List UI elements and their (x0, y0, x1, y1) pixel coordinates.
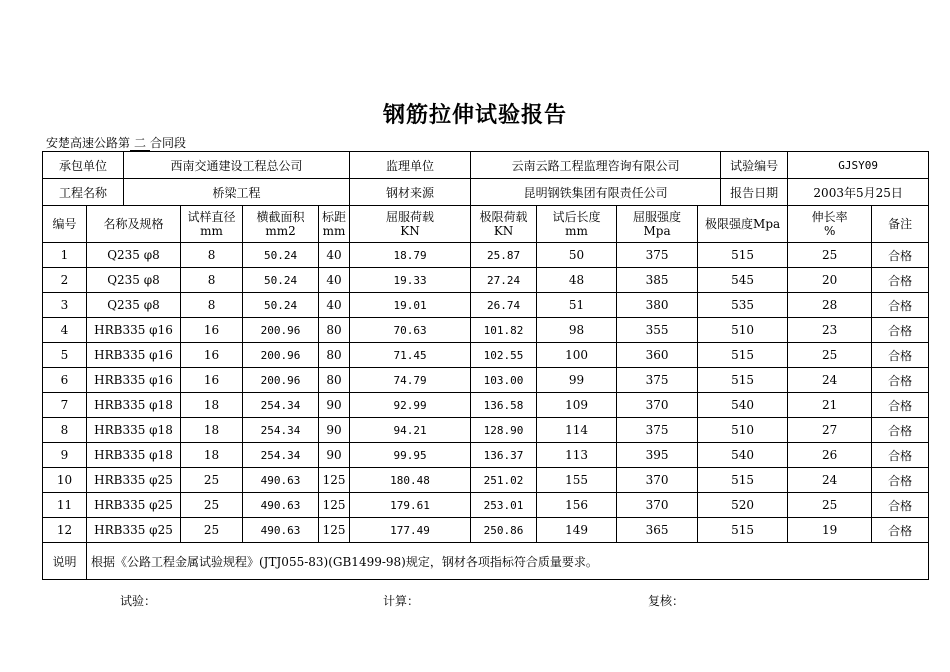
cell-diameter: 16 (181, 343, 243, 368)
cell-ultimate-load: 250.86 (471, 518, 537, 543)
table-row (43, 368, 929, 393)
cell-no: 12 (43, 518, 87, 543)
cell-diameter: 16 (181, 368, 243, 393)
cell-yield-strength: 370 (617, 468, 698, 493)
cell-name-spec: HRB335 φ18 (87, 393, 181, 418)
cell-yield-load: 74.79 (350, 368, 471, 393)
cell-remark: 合格 (872, 343, 929, 368)
test-no-value: GJSY09 (788, 152, 929, 179)
cell-area: 254.34 (243, 418, 319, 443)
info-row-1 (43, 152, 929, 179)
cell-gauge: 125 (319, 493, 350, 518)
header-area: 横截面积 mm2 (243, 206, 319, 243)
cell-name-spec: HRB335 φ16 (87, 368, 181, 393)
contract-section-line (46, 134, 186, 151)
info-row-2 (43, 179, 929, 206)
cell-diameter: 25 (181, 493, 243, 518)
cell-yield-load: 71.45 (350, 343, 471, 368)
cell-gauge: 40 (319, 293, 350, 318)
cell-ultimate-strength: 515 (698, 343, 788, 368)
subtitle-suffix: 合同段 (150, 136, 187, 150)
cell-ultimate-strength: 515 (698, 243, 788, 268)
cell-ultimate-strength: 535 (698, 293, 788, 318)
cell-remark: 合格 (872, 418, 929, 443)
header-gauge: 标距 mm (319, 206, 350, 243)
cell-elongation: 25 (788, 493, 872, 518)
cell-diameter: 18 (181, 443, 243, 468)
cell-name-spec: Q235 φ8 (87, 268, 181, 293)
cell-yield-strength: 375 (617, 418, 698, 443)
cell-area: 490.63 (243, 493, 319, 518)
cell-no: 8 (43, 418, 87, 443)
cell-ultimate-load: 128.90 (471, 418, 537, 443)
cell-yield-strength: 395 (617, 443, 698, 468)
cell-name-spec: Q235 φ8 (87, 243, 181, 268)
cell-gauge: 80 (319, 368, 350, 393)
cell-yield-load: 19.01 (350, 293, 471, 318)
cell-remark: 合格 (872, 243, 929, 268)
date-value: 2003年5月25日 (788, 179, 929, 206)
cell-area: 200.96 (243, 318, 319, 343)
cell-post-length: 51 (537, 293, 617, 318)
cell-ultimate-strength: 510 (698, 418, 788, 443)
contractor-value: 西南交通建设工程总公司 (124, 152, 350, 179)
table-row (43, 318, 929, 343)
header-elongation: 伸长率 % (788, 206, 872, 243)
cell-yield-strength: 385 (617, 268, 698, 293)
cell-no: 11 (43, 493, 87, 518)
cell-yield-strength: 375 (617, 243, 698, 268)
cell-remark: 合格 (872, 468, 929, 493)
calculator-signature: 计算： (383, 594, 420, 608)
cell-yield-strength: 375 (617, 368, 698, 393)
header-name-spec: 名称及规格 (87, 206, 181, 243)
cell-yield-load: 92.99 (350, 393, 471, 418)
header-no: 编号 (43, 206, 87, 243)
cell-no: 4 (43, 318, 87, 343)
cell-ultimate-load: 26.74 (471, 293, 537, 318)
table-row (43, 268, 929, 293)
cell-post-length: 50 (537, 243, 617, 268)
header-remark: 备注 (872, 206, 929, 243)
header-yield-strength: 屈服强度 Mpa (617, 206, 698, 243)
cell-post-length: 114 (537, 418, 617, 443)
cell-elongation: 19 (788, 518, 872, 543)
cell-post-length: 149 (537, 518, 617, 543)
cell-ultimate-load: 251.02 (471, 468, 537, 493)
cell-gauge: 80 (319, 318, 350, 343)
cell-diameter: 16 (181, 318, 243, 343)
cell-post-length: 155 (537, 468, 617, 493)
cell-ultimate-load: 102.55 (471, 343, 537, 368)
cell-remark: 合格 (872, 268, 929, 293)
cell-gauge: 40 (319, 268, 350, 293)
cell-name-spec: HRB335 φ18 (87, 418, 181, 443)
cell-no: 7 (43, 393, 87, 418)
cell-yield-load: 180.48 (350, 468, 471, 493)
table-row (43, 493, 929, 518)
cell-no: 6 (43, 368, 87, 393)
project-label: 工程名称 (43, 179, 124, 206)
cell-post-length: 109 (537, 393, 617, 418)
cell-yield-load: 18.79 (350, 243, 471, 268)
cell-gauge: 90 (319, 418, 350, 443)
cell-area: 50.24 (243, 293, 319, 318)
cell-yield-strength: 370 (617, 493, 698, 518)
cell-no: 2 (43, 268, 87, 293)
contract-section-number: 二 (130, 137, 150, 151)
reviewer-signature: 复核： (648, 594, 685, 608)
cell-elongation: 26 (788, 443, 872, 468)
cell-post-length: 99 (537, 368, 617, 393)
cell-gauge: 125 (319, 468, 350, 493)
column-header-row (43, 206, 929, 243)
table-row (43, 293, 929, 318)
cell-area: 200.96 (243, 343, 319, 368)
contractor-label: 承包单位 (43, 152, 124, 179)
project-value: 桥梁工程 (124, 179, 350, 206)
cell-yield-strength: 380 (617, 293, 698, 318)
cell-elongation: 24 (788, 368, 872, 393)
date-label: 报告日期 (721, 179, 788, 206)
note-label: 说明 (43, 543, 87, 580)
table-row (43, 518, 929, 543)
cell-area: 50.24 (243, 243, 319, 268)
cell-name-spec: HRB335 φ16 (87, 318, 181, 343)
cell-yield-load: 99.95 (350, 443, 471, 468)
cell-diameter: 25 (181, 518, 243, 543)
cell-name-spec: Q235 φ8 (87, 293, 181, 318)
cell-remark: 合格 (872, 318, 929, 343)
cell-remark: 合格 (872, 393, 929, 418)
table-row (43, 468, 929, 493)
cell-yield-load: 70.63 (350, 318, 471, 343)
cell-diameter: 25 (181, 468, 243, 493)
cell-elongation: 28 (788, 293, 872, 318)
cell-name-spec: HRB335 φ25 (87, 493, 181, 518)
note-text: 根据《公路工程金属试验规程》(JTJ055-83)(GB1499-98)规定，钢材各项指标符合质量要求。 (87, 543, 929, 580)
cell-elongation: 25 (788, 343, 872, 368)
cell-remark: 合格 (872, 293, 929, 318)
tester-signature: 试验： (120, 594, 157, 608)
cell-ultimate-load: 101.82 (471, 318, 537, 343)
cell-yield-strength: 365 (617, 518, 698, 543)
header-ultimate-strength: 极限强度Mpa (698, 206, 788, 243)
cell-ultimate-strength: 515 (698, 518, 788, 543)
cell-diameter: 8 (181, 243, 243, 268)
cell-ultimate-strength: 515 (698, 368, 788, 393)
data-rows (43, 243, 929, 543)
cell-yield-strength: 370 (617, 393, 698, 418)
subtitle-prefix: 安楚高速公路第 (46, 136, 131, 150)
cell-area: 200.96 (243, 368, 319, 393)
cell-ultimate-load: 253.01 (471, 493, 537, 518)
cell-ultimate-load: 136.37 (471, 443, 537, 468)
cell-elongation: 20 (788, 268, 872, 293)
source-label: 钢材来源 (350, 179, 471, 206)
cell-ultimate-load: 25.87 (471, 243, 537, 268)
cell-yield-load: 177.49 (350, 518, 471, 543)
cell-post-length: 113 (537, 443, 617, 468)
cell-ultimate-strength: 510 (698, 318, 788, 343)
report-title: 钢筋拉伸试验报告 (382, 102, 567, 128)
cell-name-spec: HRB335 φ25 (87, 468, 181, 493)
note-row (43, 543, 929, 580)
cell-ultimate-load: 27.24 (471, 268, 537, 293)
table-row (43, 418, 929, 443)
table-row (43, 393, 929, 418)
supervisor-value: 云南云路工程监理咨询有限公司 (471, 152, 721, 179)
cell-area: 490.63 (243, 468, 319, 493)
cell-ultimate-load: 136.58 (471, 393, 537, 418)
header-ultimate-load: 极限荷载 KN (471, 206, 537, 243)
cell-remark: 合格 (872, 493, 929, 518)
cell-area: 50.24 (243, 268, 319, 293)
cell-gauge: 40 (319, 243, 350, 268)
table-row (43, 343, 929, 368)
cell-no: 3 (43, 293, 87, 318)
cell-diameter: 18 (181, 393, 243, 418)
cell-elongation: 27 (788, 418, 872, 443)
cell-gauge: 80 (319, 343, 350, 368)
cell-no: 5 (43, 343, 87, 368)
test-report-table (42, 151, 929, 580)
cell-post-length: 156 (537, 493, 617, 518)
cell-area: 254.34 (243, 443, 319, 468)
cell-gauge: 125 (319, 518, 350, 543)
cell-ultimate-strength: 540 (698, 443, 788, 468)
test-no-label: 试验编号 (721, 152, 788, 179)
cell-diameter: 18 (181, 418, 243, 443)
supervisor-label: 监理单位 (350, 152, 471, 179)
cell-elongation: 25 (788, 243, 872, 268)
cell-remark: 合格 (872, 368, 929, 393)
source-value: 昆明钢铁集团有限责任公司 (471, 179, 721, 206)
cell-area: 254.34 (243, 393, 319, 418)
cell-name-spec: HRB335 φ25 (87, 518, 181, 543)
cell-ultimate-strength: 515 (698, 468, 788, 493)
cell-gauge: 90 (319, 443, 350, 468)
cell-ultimate-strength: 545 (698, 268, 788, 293)
cell-yield-load: 94.21 (350, 418, 471, 443)
cell-ultimate-strength: 520 (698, 493, 788, 518)
cell-gauge: 90 (319, 393, 350, 418)
cell-no: 1 (43, 243, 87, 268)
cell-elongation: 24 (788, 468, 872, 493)
table-row (43, 243, 929, 268)
cell-name-spec: HRB335 φ18 (87, 443, 181, 468)
cell-diameter: 8 (181, 268, 243, 293)
cell-elongation: 23 (788, 318, 872, 343)
cell-area: 490.63 (243, 518, 319, 543)
cell-post-length: 48 (537, 268, 617, 293)
cell-post-length: 98 (537, 318, 617, 343)
cell-yield-strength: 360 (617, 343, 698, 368)
cell-ultimate-strength: 540 (698, 393, 788, 418)
cell-no: 9 (43, 443, 87, 468)
cell-name-spec: HRB335 φ16 (87, 343, 181, 368)
cell-diameter: 8 (181, 293, 243, 318)
header-diameter: 试样直径 mm (181, 206, 243, 243)
cell-yield-strength: 355 (617, 318, 698, 343)
cell-elongation: 21 (788, 393, 872, 418)
cell-no: 10 (43, 468, 87, 493)
cell-remark: 合格 (872, 518, 929, 543)
table-row (43, 443, 929, 468)
cell-post-length: 100 (537, 343, 617, 368)
header-yield-load: 屈服荷载 KN (350, 206, 471, 243)
cell-ultimate-load: 103.00 (471, 368, 537, 393)
header-post-length: 试后长度 mm (537, 206, 617, 243)
cell-yield-load: 19.33 (350, 268, 471, 293)
cell-remark: 合格 (872, 443, 929, 468)
cell-yield-load: 179.61 (350, 493, 471, 518)
